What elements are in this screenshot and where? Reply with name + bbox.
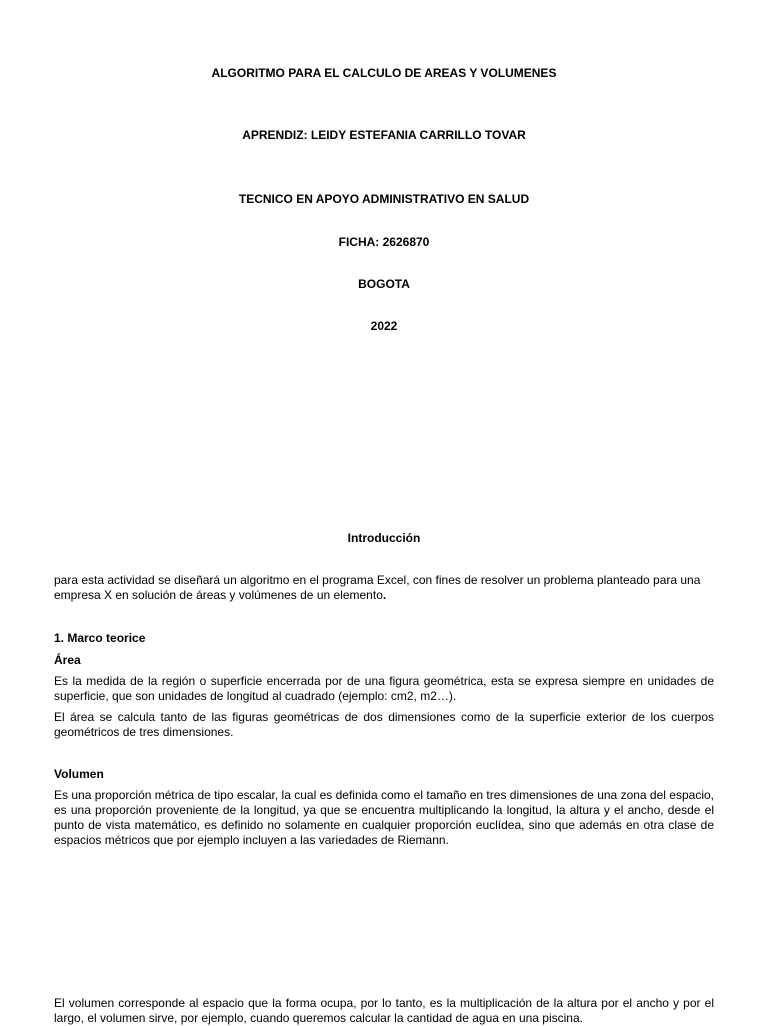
area-heading: Área [54,653,81,667]
intro-text: para esta actividad se diseñará un algoritmo en el programa Excel, con fines de resolver un problema planteado para una empresa X en solución de áreas y volúmenes de un elemento [54,573,701,602]
volumen-paragraph-2: El volumen corresponde al espacio que la forma ocupa, por lo tanto, es la multiplicación de la altura por el ancho y por el largo, el volumen sirve, por ejemplo, cuando queremos calcular la cantidad de agua en una piscina. [54,996,714,1025]
area-paragraph-1: Es la medida de la región o superficie encerrada por de una figura geométrica, esta se expresa siempre en unidades de superficie, que son unidades de longitud al cuadrado (ejemplo: cm2, m2…). [54,674,714,703]
ficha-number: FICHA: 2626870 [338,235,430,249]
area-paragraph-2: El área se calcula tanto de las figuras geométricas de dos dimensiones como de la superficie exterior de los cuerpos geométricos de tres dimensiones. [54,710,714,739]
city: BOGOTA [358,277,410,291]
program-name: TECNICO EN APOYO ADMINISTRATIVO EN SALUD [238,192,530,206]
marco-heading: 1. Marco teorice [54,631,146,645]
intro-end-mark: . [382,588,387,602]
document-title: ALGORITMO PARA EL CALCULO DE AREAS Y VOLUMENES [211,66,557,80]
apprentice-name: APRENDIZ: LEIDY ESTEFANIA CARRILLO TOVAR [242,128,526,142]
intro-paragraph [54,573,714,603]
year: 2022 [370,319,398,333]
volumen-paragraph-1: Es una proporción métrica de tipo escalar, la cual es definida como el tamaño en tres dimensiones de una zona del espacio, es una proporción proveniente de la longitud, ya que se encuentra multiplicando la longitud, la altura y el ancho, desde el punto de vista matemático, es definido no solamente en cualquier proporción euclídea, sino que además en otra clase de espacios métricos que por ejemplo incluyen a las variedades de Riemann. [54,788,714,847]
volumen-heading: Volumen [54,767,104,781]
intro-heading: Introducción [347,531,421,545]
